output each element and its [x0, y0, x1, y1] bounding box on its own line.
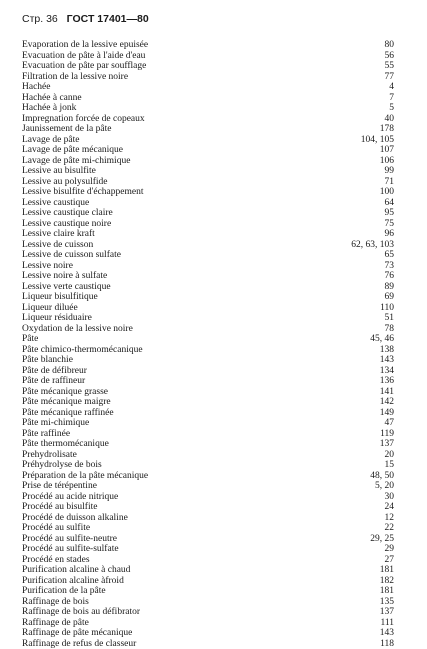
index-page-ref: 77	[385, 72, 395, 83]
index-page-ref: 15	[385, 460, 395, 471]
index-term: Pâte	[22, 334, 38, 345]
index-term: Hachée	[22, 82, 50, 93]
index-page-ref: 141	[380, 387, 394, 398]
index-term: Pâte chimico-thermomécanique	[22, 345, 143, 356]
index-page-ref: 7	[389, 93, 394, 104]
index-page-ref: 76	[385, 271, 395, 282]
index-page-ref: 45, 46	[370, 334, 394, 345]
index-list	[22, 40, 394, 649]
index-page-ref: 29, 25	[370, 534, 394, 545]
index-entry	[22, 513, 394, 524]
index-entry	[22, 586, 394, 597]
index-entry	[22, 93, 394, 104]
index-term: Procédé en stades	[22, 555, 90, 566]
index-page-ref: 22	[385, 523, 395, 534]
index-entry	[22, 292, 394, 303]
index-entry	[22, 219, 394, 230]
index-entry	[22, 502, 394, 513]
index-term: Procédé au acide nitrique	[22, 492, 118, 503]
index-entry	[22, 439, 394, 450]
index-entry	[22, 271, 394, 282]
index-page-ref: 40	[385, 114, 395, 125]
index-entry	[22, 334, 394, 345]
index-entry	[22, 366, 394, 377]
index-page-ref: 24	[385, 502, 395, 513]
index-term: Procédé au sulfite-neutre	[22, 534, 117, 545]
index-entry	[22, 355, 394, 366]
index-page-ref: 136	[380, 376, 394, 387]
index-entry	[22, 418, 394, 429]
index-term: Pâte blanchie	[22, 355, 73, 366]
index-term: Procédé au sulfite-sulfate	[22, 544, 119, 555]
index-page-ref: 80	[385, 40, 395, 51]
index-entry	[22, 166, 394, 177]
index-page-ref: 62, 63, 103	[351, 240, 394, 251]
index-entry	[22, 198, 394, 209]
index-term: Evacuation de pâte à l'aide d'eau	[22, 51, 145, 62]
index-term: Raffinage de bois	[22, 597, 89, 608]
index-page-ref: 75	[385, 219, 395, 230]
index-page-ref: 64	[385, 198, 395, 209]
index-page-ref: 99	[385, 166, 395, 177]
index-page-ref: 100	[380, 187, 394, 198]
index-entry	[22, 208, 394, 219]
index-term: Lessive de cuisson sulfate	[22, 250, 121, 261]
index-entry	[22, 639, 394, 649]
index-term: Lessive caustique claire	[22, 208, 113, 219]
index-page-ref: 78	[385, 324, 395, 335]
index-term: Lavage de pâte mi-chimique	[22, 156, 130, 167]
index-entry	[22, 376, 394, 387]
index-page-ref: 181	[380, 565, 394, 576]
index-entry	[22, 523, 394, 534]
index-term: Lessive noire	[22, 261, 73, 272]
index-term: Lessive bisulfite d'échappement	[22, 187, 143, 198]
index-term: Impregnation forcée de copeaux	[22, 114, 145, 125]
index-page-ref: 69	[385, 292, 395, 303]
index-term: Pâte mi-chimique	[22, 418, 89, 429]
index-term: Pâte mécanique grasse	[22, 387, 108, 398]
index-term: Raffinage de pâte	[22, 618, 89, 629]
index-entry	[22, 471, 394, 482]
index-page-ref: 181	[380, 586, 394, 597]
index-entry	[22, 429, 394, 440]
index-entry	[22, 555, 394, 566]
index-page-ref: 137	[380, 439, 394, 450]
index-term: Préhydrolyse de bois	[22, 460, 102, 471]
index-page-ref: 65	[385, 250, 395, 261]
index-page-ref: 134	[380, 366, 394, 377]
index-entry	[22, 597, 394, 608]
index-term: Pâte de défibreur	[22, 366, 87, 377]
index-page-ref: 48, 50	[370, 471, 394, 482]
index-page-ref: 5	[389, 103, 394, 114]
index-term: Pâte raffinée	[22, 429, 70, 440]
index-entry	[22, 576, 394, 587]
index-page-ref: 96	[385, 229, 395, 240]
page-number: Стр. 36	[22, 12, 58, 26]
index-page-ref: 4	[389, 82, 394, 93]
index-term: Filtration de la lessive noire	[22, 72, 128, 83]
page-header	[22, 12, 322, 26]
index-term: Lessive claire kraft	[22, 229, 95, 240]
index-entry	[22, 229, 394, 240]
index-term: Jaunissement de la pâte	[22, 124, 111, 135]
index-entry	[22, 460, 394, 471]
index-term: Hachée à jonk	[22, 103, 76, 114]
index-page-ref: 143	[380, 628, 394, 639]
index-term: Prise de térépentine	[22, 481, 97, 492]
index-entry	[22, 544, 394, 555]
index-term: Pâte thermomécanique	[22, 439, 109, 450]
index-entry	[22, 61, 394, 72]
index-term: Evacuation de pâte par soufflage	[22, 61, 146, 72]
standard-designation: ГОСТ 17401—80	[67, 12, 149, 26]
index-page-ref: 104, 105	[361, 135, 394, 146]
index-entry	[22, 240, 394, 251]
index-term: Procédé de duisson alkaline	[22, 513, 128, 524]
index-page-ref: 71	[385, 177, 395, 188]
index-page-ref: 135	[380, 597, 394, 608]
index-term: Oxydation de la lessive noire	[22, 324, 133, 335]
index-entry	[22, 607, 394, 618]
index-entry	[22, 534, 394, 545]
index-page-ref: 89	[385, 282, 395, 293]
index-term: Raffinage de pâte mécanique	[22, 628, 132, 639]
index-entry	[22, 72, 394, 83]
index-page-ref: 106	[380, 156, 394, 167]
index-entry	[22, 103, 394, 114]
index-term: Lavage de pâte	[22, 135, 80, 146]
index-entry	[22, 124, 394, 135]
index-term: Evaporation de la lessive epuisée	[22, 40, 148, 51]
index-term: Lessive au bisulfite	[22, 166, 96, 177]
index-term: Pâte de raffineur	[22, 376, 85, 387]
index-term: Purification alcaline à chaud	[22, 565, 130, 576]
index-term: Pâte mécanique raffinée	[22, 408, 114, 419]
index-page-ref: 29	[385, 544, 395, 555]
index-term: Raffinage de refus de classeur	[22, 639, 136, 649]
index-entry	[22, 250, 394, 261]
index-entry	[22, 187, 394, 198]
index-page-ref: 56	[385, 51, 395, 62]
index-page-ref: 111	[380, 618, 394, 629]
index-term: Raffinage de bois au défibrator	[22, 607, 140, 618]
index-page-ref: 27	[385, 555, 395, 566]
index-term: Hachée à canne	[22, 93, 82, 104]
index-entry	[22, 618, 394, 629]
index-page-ref: 143	[380, 355, 394, 366]
index-page-ref: 47	[385, 418, 395, 429]
index-page-ref: 119	[380, 429, 394, 440]
index-term: Lessive caustique	[22, 198, 89, 209]
index-entry	[22, 145, 394, 156]
index-page-ref: 55	[385, 61, 395, 72]
index-entry	[22, 492, 394, 503]
index-page-ref: 30	[385, 492, 395, 503]
index-term: Préparation de la pâte mécanique	[22, 471, 148, 482]
index-entry	[22, 114, 394, 125]
index-entry	[22, 397, 394, 408]
index-term: Prehydrolisate	[22, 450, 77, 461]
index-page-ref: 110	[380, 303, 394, 314]
index-term: Lessive noire à sulfate	[22, 271, 107, 282]
index-page-ref: 137	[380, 607, 394, 618]
index-entry	[22, 51, 394, 62]
index-entry	[22, 261, 394, 272]
index-entry	[22, 303, 394, 314]
index-term: Procédé au sulfite	[22, 523, 90, 534]
index-term: Purification alcaline àfroid	[22, 576, 124, 587]
index-page-ref: 107	[380, 145, 394, 156]
index-entry	[22, 177, 394, 188]
index-term: Liqueur diluée	[22, 303, 78, 314]
index-entry	[22, 135, 394, 146]
index-entry	[22, 481, 394, 492]
index-page-ref: 51	[385, 313, 395, 324]
index-page-ref: 20	[385, 450, 395, 461]
index-page-ref: 178	[380, 124, 394, 135]
index-term: Liqueur résiduaire	[22, 313, 92, 324]
index-page-ref: 5, 20	[375, 481, 394, 492]
index-entry	[22, 408, 394, 419]
index-term: Pâte mécanique maigre	[22, 397, 111, 408]
index-entry	[22, 313, 394, 324]
index-entry	[22, 387, 394, 398]
index-page-ref: 149	[380, 408, 394, 419]
index-term: Procédé au bisulfite	[22, 502, 97, 513]
index-page-ref: 95	[385, 208, 395, 219]
index-entry	[22, 565, 394, 576]
index-page-ref: 182	[380, 576, 394, 587]
index-term: Liqueur bisulfitique	[22, 292, 98, 303]
index-page-ref: 12	[385, 513, 395, 524]
index-entry	[22, 282, 394, 293]
index-entry	[22, 628, 394, 639]
index-page-ref: 118	[380, 639, 394, 649]
index-entry	[22, 82, 394, 93]
index-term: Lessive au polysulfide	[22, 177, 107, 188]
index-entry	[22, 324, 394, 335]
index-term: Lessive de cuisson	[22, 240, 93, 251]
index-term: Lessive verte caustique	[22, 282, 111, 293]
index-entry	[22, 450, 394, 461]
index-entry	[22, 156, 394, 167]
index-page-ref: 138	[380, 345, 394, 356]
index-page-ref: 73	[385, 261, 395, 272]
index-term: Purification de la pâte	[22, 586, 106, 597]
index-entry	[22, 345, 394, 356]
index-term: Lessive caustique noire	[22, 219, 111, 230]
index-term: Lavage de pâte mécanique	[22, 145, 123, 156]
index-page-ref: 142	[380, 397, 394, 408]
index-entry	[22, 40, 394, 51]
